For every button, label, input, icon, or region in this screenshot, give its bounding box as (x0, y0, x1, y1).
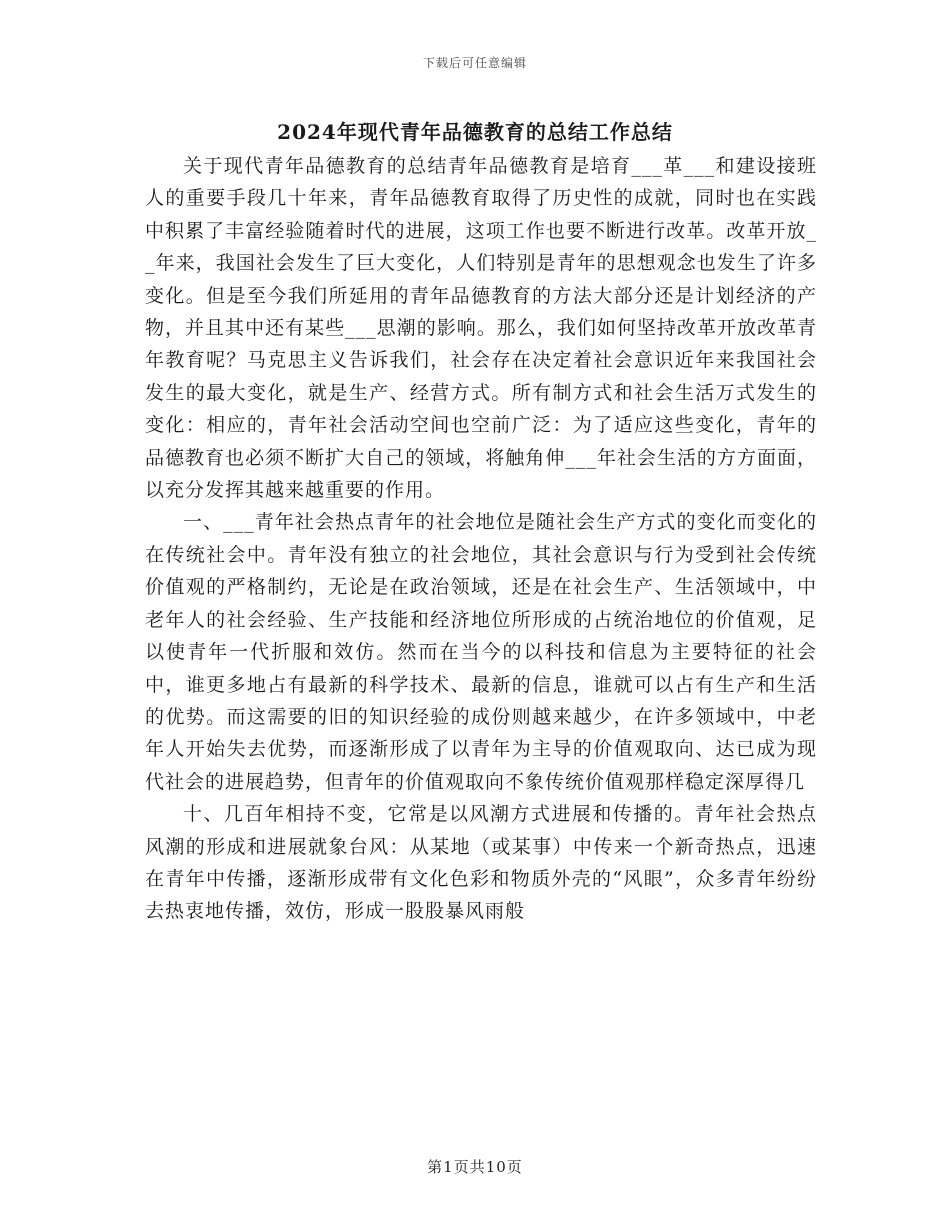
body-paragraph-3: 十、几百年相持不变，它常是以风潮方式进展和传播的。青年社会热点风潮的形成和进展就象台风：从某地（或某事）中传来一个新奇热点，迅速在青年中传播，逐渐形成带有文化色彩和物质外壳的“风眼”，众多青年纷纷去热衷地传播，效仿，形成一股股暴风雨般 (145, 803, 817, 923)
body-paragraph-1: 关于现代青年品德教育的总结青年品德教育是培育___革___和建设接班人的重要手段几十年来，青年品德教育取得了历史性的成就，同时也在实践中积累了丰富经验随着时代的进展，这项工作也要不断进行改革。改革开放__年来，我国社会发生了巨大变化，人们特别是青年的思想观念也发生了许多变化。但是至今我们所延用的青年品德教育的方法大部分还是计划经济的产物，并且其中还有某些___思潮的影响。那么，我们如何坚持改革开放改革青年教育呢？马克思主义告诉我们，社会存在决定着社会意识近年来我国社会发生的最大变化，就是生产、经营方式。所有制方式和社会生活万式发生的变化：相应的，青年社会活动空间也空前广泛：为了适应这些变化，青年的品德教育也必须不断扩大自己的领域，将触角伸___年社会生活的方方面面，以充分发挥其越来越重要的作用。 (145, 155, 817, 502)
document-body (145, 150, 817, 928)
body-paragraph-2: 一、___青年社会热点青年的社会地位是随社会生产方式的变化而变化的在传统社会中。青年没有独立的社会地位，其社会意识与行为受到社会传统价值观的严格制约，无论是在政治领域，还是在社会生产、生活领域中，中老年人的社会经验、生产技能和经济地位所形成的占统治地位的价值观，足以使青年一代折服和效仿。然而在当今的以科技和信息为主要特征的社会中，谁更多地占有最新的科学技术、最新的信息，谁就可以占有生产和生活的优势。而这需要的旧的知识经验的成份则越来越少，在许多领域中，中老年人开始失去优势，而逐渐形成了以青年为主导的价值观取向、达已成为现代社会的进展趋势，但青年的价值观取向不象传统价值观那样稳定深厚得几 (145, 511, 817, 793)
page-number: 第1页共10页 (427, 1158, 523, 1176)
document-title: 2024年现代青年品德教育的总结工作总结 (277, 120, 673, 144)
page-header-note: 下载后可任意编辑 (422, 56, 527, 70)
